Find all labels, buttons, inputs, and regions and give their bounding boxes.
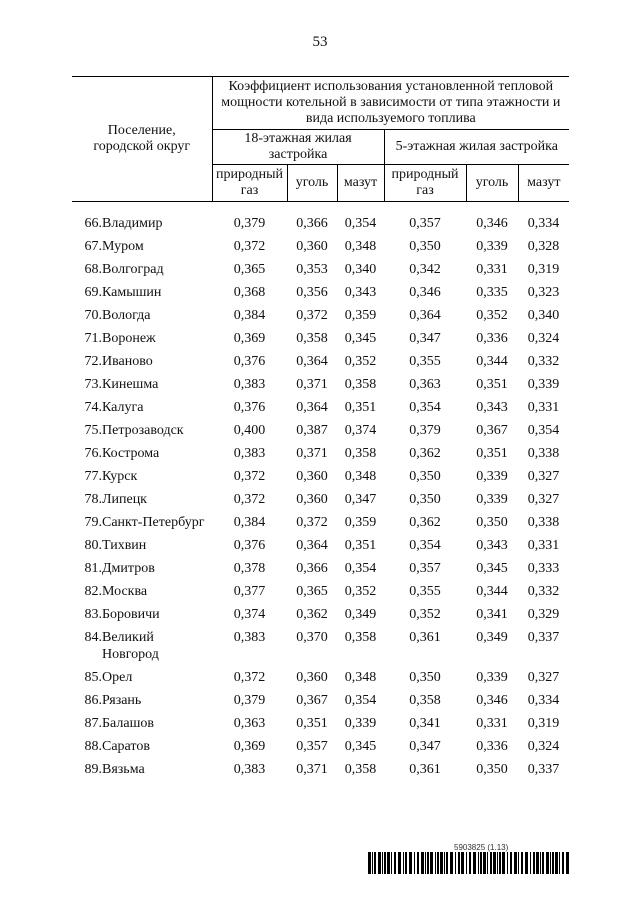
coefficient-value: 0,357 (409, 561, 441, 576)
row-number: 88. (84, 739, 102, 754)
settlement-name: Рязань (102, 693, 142, 708)
coefficient-value: 0,348 (344, 239, 377, 254)
coefficient-value: 0,349 (344, 607, 377, 622)
coefficient-value: 0,319 (527, 716, 560, 731)
coefficient-value: 0,374 (344, 423, 377, 438)
page-number: 53 (312, 34, 328, 50)
coefficient-value: 0,345 (476, 561, 508, 576)
coefficient-value: 0,369 (233, 331, 266, 346)
coefficient-value: 0,327 (527, 469, 560, 484)
coefficient-value: 0,351 (476, 446, 508, 461)
coefficient-value: 0,351 (344, 400, 377, 415)
coefficient-value: 0,372 (233, 469, 266, 484)
coefficient-value: 0,354 (344, 693, 377, 708)
coefficient-value: 0,339 (527, 377, 560, 392)
coefficient-value: 0,336 (476, 739, 508, 754)
coefficient-value: 0,332 (527, 584, 560, 599)
coefficient-value: 0,400 (233, 423, 266, 438)
row-number: 85. (84, 670, 102, 685)
coefficient-value: 0,376 (233, 400, 266, 415)
coefficient-value: 0,339 (476, 469, 508, 484)
table-row (72, 373, 569, 396)
coefficient-value: 0,361 (409, 762, 441, 777)
settlement-name: Балашов (102, 716, 154, 731)
fuel-gas-header: природный газ (384, 165, 466, 202)
row-number: 87. (84, 716, 102, 731)
document-stamp: 5903825 (1.13) (454, 843, 509, 852)
row-number: 83. (84, 607, 102, 622)
table-row (72, 712, 569, 735)
coefficient-value: 0,323 (527, 285, 560, 300)
row-number: 82. (84, 584, 102, 599)
coefficient-value: 0,347 (344, 492, 377, 507)
coefficient-value: 0,379 (409, 423, 441, 438)
coefficient-value: 0,349 (476, 630, 508, 645)
coefficient-value: 0,383 (233, 630, 266, 645)
coefficient-value: 0,324 (527, 331, 560, 346)
coefficient-value: 0,344 (476, 584, 508, 599)
coefficient-value: 0,354 (527, 423, 560, 438)
settlement-name: Боровичи (102, 607, 160, 622)
coefficient-value: 0,383 (233, 762, 266, 777)
coefficient-value: 0,337 (527, 630, 560, 645)
coefficient-value: 0,347 (409, 739, 441, 754)
coefficient-value: 0,352 (409, 607, 441, 622)
table-row (72, 557, 569, 580)
settlement-name: Вологда (102, 308, 151, 323)
coefficient-value: 0,364 (409, 308, 441, 323)
table-row (72, 281, 569, 304)
coefficient-value: 0,369 (233, 739, 266, 754)
coefficient-value: 0,331 (476, 262, 508, 277)
coefficient-value: 0,358 (344, 446, 377, 461)
coefficient-header: Коэффициент использования установленной тепловой мощности котельной в зависимости от типа этажности и вида используемого топлива (212, 77, 569, 130)
coefficient-value: 0,339 (476, 492, 508, 507)
table-row (72, 327, 569, 350)
coefficient-value: 0,384 (233, 308, 266, 323)
row-number: 89. (84, 762, 102, 777)
coefficient-value: 0,350 (476, 762, 508, 777)
coefficient-value: 0,363 (409, 377, 441, 392)
row-number: 79. (84, 515, 102, 530)
table-row (72, 488, 569, 511)
coefficient-value: 0,360 (296, 492, 328, 507)
row-number: 74. (84, 400, 102, 415)
coefficient-value: 0,339 (476, 239, 508, 254)
coefficient-value: 0,347 (409, 331, 441, 346)
coefficient-value: 0,350 (409, 670, 441, 685)
coefficient-value: 0,331 (527, 400, 560, 415)
coefficient-value: 0,355 (409, 354, 441, 369)
coefficient-value: 0,362 (296, 607, 328, 622)
coefficient-value: 0,339 (476, 670, 508, 685)
settlement-name: Воронеж (102, 331, 156, 346)
table-row (72, 258, 569, 281)
table-row (72, 626, 569, 666)
settlement-name: Курск (102, 469, 138, 484)
coefficient-value: 0,334 (527, 693, 560, 708)
row-number: 86. (84, 693, 102, 708)
row-number: 84. (84, 630, 102, 645)
coefficient-value: 0,340 (344, 262, 377, 277)
coefficient-value: 0,352 (344, 354, 377, 369)
coefficient-value: 0,366 (296, 216, 328, 231)
coefficient-value: 0,358 (344, 630, 377, 645)
coefficient-value: 0,350 (476, 515, 508, 530)
coefficient-value: 0,361 (409, 630, 441, 645)
table-row (72, 689, 569, 712)
fuel-oil-header: мазут (337, 165, 384, 202)
coefficient-value: 0,346 (476, 216, 508, 231)
coefficient-value: 0,367 (476, 423, 508, 438)
settlement-name: Волгоград (102, 262, 164, 277)
settlement-name: Петрозаводск (102, 423, 184, 438)
fuel-coal-header: уголь (466, 165, 518, 202)
row-number: 70. (84, 308, 102, 323)
settlement-name: Саратов (102, 739, 150, 754)
coefficient-value: 0,346 (409, 285, 441, 300)
coefficient-value: 0,329 (527, 607, 560, 622)
table-body (72, 202, 569, 782)
coefficient-value: 0,360 (296, 670, 328, 685)
coefficient-value: 0,359 (344, 515, 377, 530)
coefficient-value: 0,343 (476, 400, 508, 415)
coefficient-table (72, 76, 569, 781)
coefficient-value: 0,379 (233, 693, 266, 708)
coefficient-value: 0,341 (476, 607, 508, 622)
coefficient-value: 0,379 (233, 216, 266, 231)
coefficient-value: 0,358 (344, 377, 377, 392)
table-row (72, 758, 569, 781)
coefficient-value: 0,371 (296, 762, 328, 777)
settlement-name: Кинешма (102, 377, 159, 392)
table-row (72, 396, 569, 419)
coefficient-value: 0,376 (233, 538, 266, 553)
table-row (72, 350, 569, 373)
row-number: 78. (84, 492, 102, 507)
coefficient-value: 0,331 (527, 538, 560, 553)
coefficient-value: 0,372 (233, 239, 266, 254)
coefficient-value: 0,354 (409, 538, 441, 553)
settlement-name: Муром (102, 239, 144, 254)
coefficient-value: 0,345 (344, 331, 377, 346)
coefficient-value: 0,352 (344, 584, 377, 599)
table-row (72, 580, 569, 603)
coefficient-value: 0,334 (527, 216, 560, 231)
coefficient-value: 0,371 (296, 377, 328, 392)
table-row (72, 235, 569, 258)
table-row (72, 603, 569, 626)
coefficient-value: 0,343 (476, 538, 508, 553)
coefficient-value: 0,374 (233, 607, 266, 622)
barcode (368, 852, 570, 874)
settlement-name: Великий Новгород (102, 630, 159, 662)
coefficient-value: 0,350 (409, 239, 441, 254)
coefficient-value: 0,327 (527, 492, 560, 507)
row-number: 66. (84, 216, 102, 231)
coefficient-value: 0,364 (296, 354, 328, 369)
coefficient-value: 0,339 (344, 716, 377, 731)
settlement-name: Москва (102, 584, 148, 599)
coefficient-value: 0,377 (233, 584, 266, 599)
row-number: 80. (84, 538, 102, 553)
coefficient-value: 0,364 (296, 538, 328, 553)
settlement-name: Дмитров (102, 561, 155, 576)
coefficient-value: 0,358 (296, 331, 328, 346)
table-row (72, 534, 569, 557)
coefficient-value: 0,319 (527, 262, 560, 277)
group-5-header: 5-этажная жилая застройка (384, 130, 569, 165)
coefficient-value: 0,368 (233, 285, 266, 300)
coefficient-value: 0,354 (409, 400, 441, 415)
coefficient-value: 0,356 (296, 285, 328, 300)
coefficient-value: 0,351 (344, 538, 377, 553)
coefficient-value: 0,350 (409, 492, 441, 507)
settlement-name: Санкт-Петербург (102, 515, 205, 530)
coefficient-value: 0,344 (476, 354, 508, 369)
fuel-coal-header: уголь (287, 165, 337, 202)
coefficient-value: 0,328 (527, 239, 560, 254)
table-row (72, 666, 569, 689)
coefficient-value: 0,359 (344, 308, 377, 323)
coefficient-value: 0,383 (233, 446, 266, 461)
settlement-name: Орел (102, 670, 133, 685)
settlement-name: Владимир (102, 216, 163, 231)
row-number: 73. (84, 377, 102, 392)
coefficient-value: 0,357 (296, 739, 328, 754)
coefficient-value: 0,351 (476, 377, 508, 392)
coefficient-value: 0,376 (233, 354, 266, 369)
coefficient-value: 0,372 (296, 515, 328, 530)
row-number: 67. (84, 239, 102, 254)
coefficient-value: 0,332 (527, 354, 560, 369)
group-18-header: 18-этажная жилая застройка (212, 130, 384, 165)
fuel-oil-header: мазут (518, 165, 569, 202)
coefficient-value: 0,364 (296, 400, 328, 415)
coefficient-value: 0,362 (409, 446, 441, 461)
coefficient-value: 0,372 (233, 492, 266, 507)
fuel-gas-header: природный газ (212, 165, 287, 202)
coefficient-value: 0,333 (527, 561, 560, 576)
settlement-name: Тихвин (102, 538, 147, 553)
row-number: 68. (84, 262, 102, 277)
coefficient-value: 0,378 (233, 561, 266, 576)
settlement-header: Поселение, городской округ (72, 77, 212, 202)
coefficient-value: 0,348 (344, 670, 377, 685)
coefficient-value: 0,372 (296, 308, 328, 323)
settlement-name: Иваново (102, 354, 153, 369)
row-number: 77. (84, 469, 102, 484)
coefficient-value: 0,387 (296, 423, 328, 438)
coefficient-value: 0,337 (527, 762, 560, 777)
settlement-name: Калуга (102, 400, 144, 415)
coefficient-value: 0,343 (344, 285, 377, 300)
table-row (72, 442, 569, 465)
table-row (72, 735, 569, 758)
coefficient-value: 0,354 (344, 561, 377, 576)
table-row (72, 304, 569, 327)
coefficient-value: 0,363 (233, 716, 266, 731)
coefficient-value: 0,335 (476, 285, 508, 300)
row-number: 71. (84, 331, 102, 346)
coefficient-value: 0,365 (296, 584, 328, 599)
coefficient-value: 0,355 (409, 584, 441, 599)
coefficient-value: 0,338 (527, 515, 560, 530)
coefficient-value: 0,367 (296, 693, 328, 708)
coefficient-value: 0,360 (296, 239, 328, 254)
coefficient-value: 0,366 (296, 561, 328, 576)
coefficient-value: 0,348 (344, 469, 377, 484)
row-number: 76. (84, 446, 102, 461)
row-number: 75. (84, 423, 102, 438)
coefficient-value: 0,384 (233, 515, 266, 530)
coefficient-value: 0,360 (296, 469, 328, 484)
settlement-name: Вязьма (102, 762, 145, 777)
coefficient-value: 0,346 (476, 693, 508, 708)
coefficient-value: 0,342 (409, 262, 441, 277)
coefficient-value: 0,352 (476, 308, 508, 323)
table-row (72, 419, 569, 442)
coefficient-value: 0,345 (344, 739, 377, 754)
coefficient-value: 0,350 (409, 469, 441, 484)
coefficient-value: 0,353 (296, 262, 328, 277)
coefficient-value: 0,357 (409, 216, 441, 231)
row-number: 69. (84, 285, 102, 300)
coefficient-value: 0,358 (409, 693, 441, 708)
settlement-name: Липецк (102, 492, 147, 507)
coefficient-value: 0,372 (233, 670, 266, 685)
coefficient-value: 0,365 (233, 262, 266, 277)
row-number: 72. (84, 354, 102, 369)
row-number: 81. (84, 561, 102, 576)
coefficient-value: 0,351 (296, 716, 328, 731)
coefficient-value: 0,331 (476, 716, 508, 731)
coefficient-value: 0,327 (527, 670, 560, 685)
coefficient-value: 0,340 (527, 308, 560, 323)
coefficient-value: 0,341 (409, 716, 441, 731)
table-row (72, 511, 569, 534)
table-row (72, 212, 569, 235)
coefficient-value: 0,338 (527, 446, 560, 461)
settlement-name: Камышин (102, 285, 162, 300)
coefficient-value: 0,371 (296, 446, 328, 461)
coefficient-value: 0,324 (527, 739, 560, 754)
coefficient-value: 0,362 (409, 515, 441, 530)
coefficient-value: 0,358 (344, 762, 377, 777)
coefficient-value: 0,354 (344, 216, 377, 231)
settlement-name: Кострома (102, 446, 160, 461)
coefficient-value: 0,383 (233, 377, 266, 392)
coefficient-value: 0,336 (476, 331, 508, 346)
coefficient-value: 0,370 (296, 630, 328, 645)
table-row (72, 465, 569, 488)
